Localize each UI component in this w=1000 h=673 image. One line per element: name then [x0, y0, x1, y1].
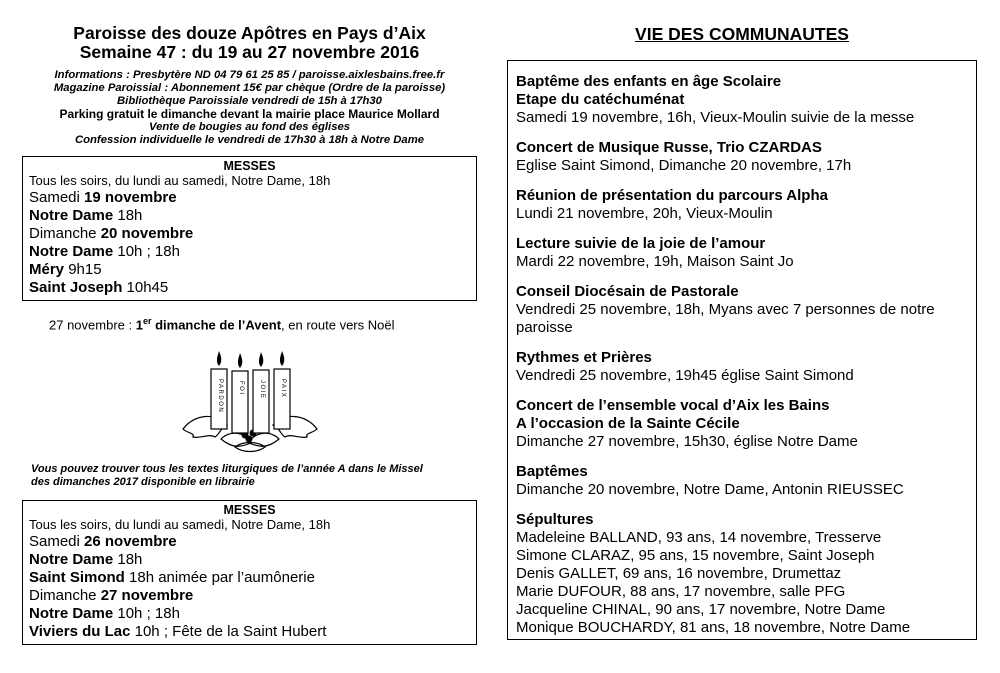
event-detail: Samedi 19 novembre, 16h, Vieux-Moulin suivie de la messe	[516, 109, 915, 126]
advent-rest: , en route vers Noël	[281, 317, 395, 333]
mass-row	[29, 605, 470, 623]
sunday-line	[29, 225, 470, 243]
event-detail: Simone CLARAZ, 95 ans, 15 novembre, Saint Joseph	[516, 547, 875, 564]
event-title: Lecture suivie de la joie de l’amour	[516, 235, 766, 252]
community-event	[516, 187, 968, 223]
flame-icon	[237, 353, 241, 368]
community-event	[516, 283, 968, 337]
advent-line	[49, 313, 477, 333]
mass-row	[29, 243, 470, 261]
week-title: Semaine 47 : du 19 au 27 novembre 2016	[79, 42, 420, 62]
event-detail: Denis GALLET, 69 ans, 16 novembre, Drumettaz	[516, 565, 842, 582]
community-event	[516, 139, 968, 175]
flame-icon	[258, 352, 262, 367]
mass-place: Viviers du Lac	[29, 623, 131, 641]
day-date: 26 novembre	[84, 533, 177, 551]
event-detail: Jacqueline CHINAL, 90 ans, 17 novembre, Notre Dame	[516, 601, 886, 618]
mass-time: 10h45	[122, 279, 169, 296]
candle-flames-icon	[216, 351, 283, 368]
flame-icon	[216, 351, 220, 366]
left-column	[22, 24, 477, 645]
mass-time: 10h ; 18h	[113, 243, 180, 260]
day-label: Dimanche	[29, 225, 101, 242]
sunday-line	[29, 587, 470, 605]
event-detail: Madeleine BALLAND, 93 ans, 14 novembre, Tresserve	[516, 529, 882, 546]
mass-row	[29, 551, 470, 569]
mass-time: 10h ; Fête de la Saint Hubert	[130, 623, 327, 641]
communautes-title: VIE DES COMMUNAUTES	[635, 24, 849, 44]
messes-title: MESSES	[223, 503, 276, 518]
advent-date: 27 novembre :	[49, 317, 136, 333]
event-title: Concert de l’ensemble vocal d’Aix les Bains	[516, 397, 830, 414]
mass-row	[29, 279, 470, 297]
candle-icon	[274, 369, 290, 429]
mass-time: 9h15	[64, 261, 102, 278]
info-candles-line: Vente de bougies au fond des églises	[148, 121, 351, 133]
candle-word: JOIE	[258, 380, 265, 400]
advent-number: 1	[135, 317, 143, 333]
mass-place: Notre Dame	[29, 243, 114, 260]
day-date: 27 novembre	[100, 587, 194, 605]
day-label: Samedi	[29, 189, 85, 206]
mass-place: Notre Dame	[29, 605, 114, 623]
candle-word: PARDON	[216, 379, 223, 414]
advent-ordinal: er	[142, 316, 152, 326]
mass-time: 18h	[113, 551, 143, 569]
messes-box-week2	[22, 500, 477, 645]
missel-line: Vous pouvez trouver tous les textes liturgiques de l’année A dans le Missel	[31, 463, 423, 476]
event-title: Baptêmes	[516, 463, 588, 480]
community-event	[516, 349, 968, 385]
event-detail: Marie DUFOUR, 88 ans, 17 novembre, salle PFG	[516, 583, 846, 600]
community-event	[516, 235, 968, 271]
day-label: Dimanche	[29, 587, 101, 605]
event-detail: Eglise Saint Simond, Dimanche 20 novembre, 17h	[516, 157, 852, 174]
event-title: Sépultures	[516, 511, 594, 528]
day-label: Samedi	[29, 533, 85, 551]
daily-mass-line: Tous les soirs, du lundi au samedi, Notre Dame, 18h	[29, 517, 331, 533]
mass-time: 10h ; 18h	[113, 605, 180, 623]
mass-place: Notre Dame	[29, 551, 114, 569]
day-date: 19 novembre	[84, 189, 177, 206]
event-detail: Vendredi 25 novembre, 18h, Myans avec 7 personnes de notre	[516, 301, 935, 318]
daily-mass-line: Tous les soirs, du lundi au samedi, Notre Dame, 18h	[29, 173, 331, 188]
flame-icon	[279, 351, 283, 366]
parish-title: Paroisse des douze Apôtres en Pays d’Aix	[73, 23, 426, 43]
mass-place: Méry	[29, 261, 65, 278]
mass-time: 18h	[113, 207, 143, 224]
event-detail: Mardi 22 novembre, 19h, Maison Saint Jo	[516, 253, 794, 270]
info-confession-line: Confession individuelle le vendredi de 17h30 à 18h à Notre Dame	[74, 134, 425, 146]
saturday-line	[29, 189, 470, 207]
community-event	[516, 463, 968, 499]
right-column	[507, 24, 977, 640]
candle-word: PAIX	[279, 379, 286, 399]
mass-time: 18h animée par l’aumônerie	[124, 569, 315, 587]
event-detail: Dimanche 20 novembre, Notre Dame, Antonin RIEUSSEC	[516, 481, 904, 498]
advent-candles-illustration	[175, 343, 325, 455]
communautes-box	[507, 60, 977, 640]
missel-note	[31, 463, 477, 489]
event-detail: Lundi 21 novembre, 20h, Vieux-Moulin	[516, 205, 773, 222]
info-parking-line: Parking gratuit le dimanche devant la mairie place Maurice Mollard	[59, 107, 440, 121]
event-title: Rythmes et Prières	[516, 349, 652, 366]
mass-place: Saint Simond	[29, 569, 125, 587]
mass-place: Notre Dame	[29, 207, 114, 224]
event-detail: Vendredi 25 novembre, 19h45 église Saint Simond	[516, 367, 854, 384]
mass-row	[29, 261, 470, 279]
event-title: Concert de Musique Russe, Trio CZARDAS	[516, 139, 822, 156]
mass-row	[29, 207, 470, 225]
event-title: Conseil Diocésain de Pastorale	[516, 283, 739, 300]
info-magazine-line: Magazine Paroissial : Abonnement 15€ par chèque (Ordre de la paroisse)	[53, 82, 446, 94]
mass-row	[29, 569, 470, 587]
event-detail: Monique BOUCHARDY, 81 ans, 18 novembre, Notre Dame	[516, 619, 911, 636]
info-library-line: Bibliothèque Paroissiale vendredi de 15h à 17h30	[117, 95, 382, 107]
event-title: A l’occasion de la Sainte Cécile	[516, 415, 740, 432]
community-event	[516, 511, 968, 637]
candle-word: FOI	[237, 381, 244, 396]
missel-line: des dimanches 2017 disponible en librairie	[31, 476, 255, 489]
day-date: 20 novembre	[100, 225, 194, 242]
event-title: Réunion de présentation du parcours Alpha	[516, 187, 828, 204]
messes-box-week1	[22, 156, 477, 301]
info-phone-line: Informations : Presbytère ND 04 79 61 25 85 / paroisse.aixlesbains.free.fr	[54, 69, 445, 81]
event-title: Baptême des enfants en âge Scolaire	[516, 73, 782, 90]
community-event	[516, 397, 968, 451]
event-title: Etape du catéchuménat	[516, 91, 685, 108]
saturday-line	[29, 533, 470, 551]
event-detail: Dimanche 27 novembre, 15h30, église Notre Dame	[516, 433, 858, 450]
advent-title: dimanche de l’Avent	[151, 317, 282, 333]
mass-row	[29, 623, 470, 641]
event-detail: paroisse	[516, 319, 573, 336]
info-block	[22, 69, 477, 147]
messes-title: MESSES	[223, 159, 276, 173]
community-event	[516, 73, 968, 127]
mass-place: Saint Joseph	[29, 279, 123, 296]
